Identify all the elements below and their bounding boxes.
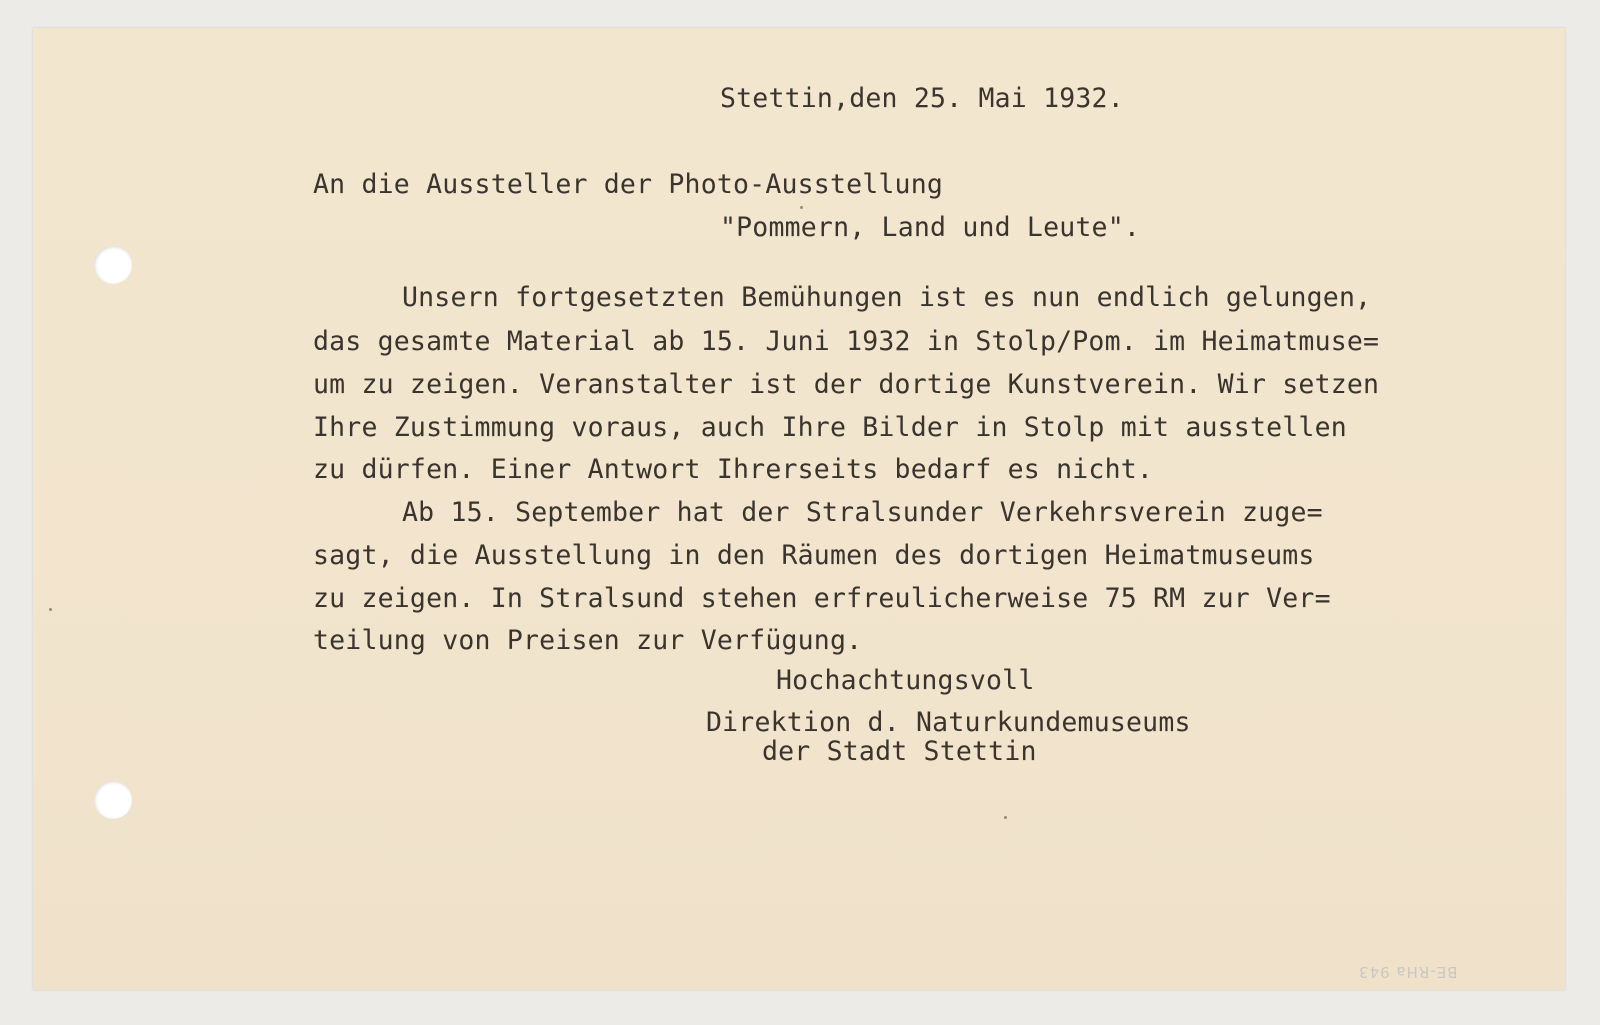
addressee-line-2: "Pommern, Land und Leute". bbox=[720, 212, 1141, 243]
body-line: um zu zeigen. Veranstalter ist der dortige Kunstverein. Wir setzen bbox=[313, 369, 1380, 400]
paper-speck bbox=[49, 608, 52, 611]
body-line: Ab 15. September hat der Stralsunder Verkehrsverein zuge= bbox=[402, 497, 1323, 528]
paper-speck bbox=[800, 206, 803, 209]
archive-stamp: BE-RHa 943 bbox=[1358, 963, 1458, 981]
body-line: teilung von Preisen zur Verfügung. bbox=[313, 625, 863, 656]
addressee-line-1: An die Aussteller der Photo-Ausstellung bbox=[313, 169, 944, 200]
body-line: sagt, die Ausstellung in den Räumen des dortigen Heimatmuseums bbox=[313, 540, 1315, 571]
closing-salutation: Hochachtungsvoll bbox=[776, 665, 1035, 696]
body-line: Unsern fortgesetzten Bemühungen ist es nun endlich gelungen, bbox=[402, 282, 1372, 313]
body-line: das gesamte Material ab 15. Juni 1932 in Stolp/Pom. im Heimatmuse= bbox=[313, 326, 1380, 357]
body-line: zu dürfen. Einer Antwort Ihrerseits bedarf es nicht. bbox=[313, 454, 1154, 485]
punch-hole-upper bbox=[94, 246, 132, 284]
body-line: Ihre Zustimmung voraus, auch Ihre Bilder in Stolp mit ausstellen bbox=[313, 412, 1347, 443]
signature-line-2: der Stadt Stettin bbox=[762, 736, 1037, 767]
letter-dateline: Stettin,den 25. Mai 1932. bbox=[720, 83, 1124, 114]
signature-line-1: Direktion d. Naturkundemuseums bbox=[706, 707, 1191, 738]
paper-speck bbox=[1004, 816, 1007, 819]
punch-hole-lower bbox=[94, 781, 132, 819]
body-line: zu zeigen. In Stralsund stehen erfreulicherweise 75 RM zur Ver= bbox=[313, 583, 1331, 614]
